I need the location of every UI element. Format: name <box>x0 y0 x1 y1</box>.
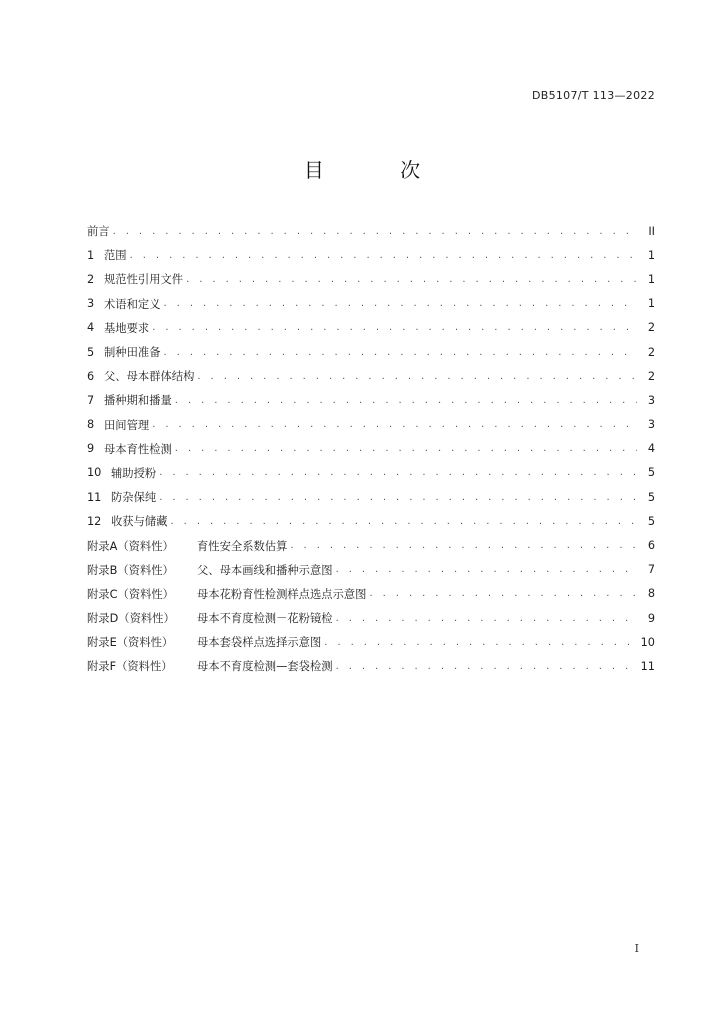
toc-entry-number: 3 <box>87 297 95 311</box>
toc-annex-e[interactable] <box>87 630 655 654</box>
toc-page-number: 6 <box>647 539 655 553</box>
dot-leader <box>130 250 637 261</box>
toc-entry-5[interactable] <box>87 340 655 364</box>
toc-annex-code: 附录F（资料性） <box>87 660 173 674</box>
toc-entry-6[interactable] <box>87 364 655 388</box>
toc-annex-code: 附录A（资料性） <box>87 539 174 553</box>
toc-entry-number: 5 <box>87 345 95 359</box>
toc-page-number: 3 <box>647 418 655 432</box>
toc-entry-number: 10 <box>87 466 102 480</box>
dot-leader <box>369 588 637 599</box>
toc-page-number: 7 <box>647 563 655 577</box>
toc-entry-label: 范围 <box>104 249 127 263</box>
toc-entry-label: 基地要求 <box>104 321 150 335</box>
toc-annex-c[interactable] <box>87 582 655 606</box>
toc-entry-10[interactable] <box>87 461 655 485</box>
toc-page-number: 2 <box>647 321 655 335</box>
toc-page-number: II <box>648 224 655 238</box>
toc-page-number: 2 <box>647 345 655 359</box>
dot-leader <box>152 419 637 430</box>
toc-annex-label: 育性安全系数估算 <box>197 539 288 553</box>
toc-page-number: 3 <box>647 393 655 407</box>
toc-entry-3[interactable] <box>87 292 655 316</box>
dot-leader <box>152 322 637 333</box>
toc-entry-label: 父、母本群体结构 <box>104 370 195 384</box>
toc-annex-f[interactable] <box>87 654 655 678</box>
toc-entry-label: 制种田准备 <box>104 346 161 360</box>
toc-page-number: 1 <box>647 272 655 286</box>
dot-leader <box>197 371 637 382</box>
toc-page-number: 4 <box>647 442 655 456</box>
dot-leader <box>175 395 637 406</box>
toc-entry-label: 母本育性检测 <box>104 442 172 456</box>
toc-annex-label: 母本不育度检测—套袋检测 <box>197 660 333 674</box>
toc-entry-number: 11 <box>87 490 102 504</box>
toc-entry-1[interactable] <box>87 243 655 267</box>
toc-annex-code: 附录D（资料性） <box>87 612 175 626</box>
toc-annex-code: 附录B（资料性） <box>87 563 174 577</box>
toc-entry-label: 术语和定义 <box>104 297 161 311</box>
toc-entry-label: 播种期和播量 <box>104 394 172 408</box>
dot-leader <box>336 564 637 575</box>
dot-leader <box>113 226 637 237</box>
toc-annex-label: 母本不育度检测－花粉镜检 <box>197 612 333 626</box>
dot-leader <box>186 274 637 285</box>
toc-page-number: 5 <box>647 514 655 528</box>
toc-entry-label: 前言 <box>87 225 110 239</box>
toc-annex-d[interactable] <box>87 606 655 630</box>
toc-entry-label: 规范性引用文件 <box>104 273 184 287</box>
dot-leader <box>336 613 637 624</box>
toc-entry-number: 2 <box>87 272 95 286</box>
toc-entry-12[interactable] <box>87 509 655 533</box>
toc-page-number: 9 <box>647 611 655 625</box>
dot-leader <box>324 637 634 648</box>
toc-entry-foreword[interactable] <box>87 219 655 243</box>
toc-page-number: 1 <box>647 297 655 311</box>
toc-entry-number: 1 <box>87 248 95 262</box>
toc-annex-label: 母本套袋样点选择示意图 <box>197 636 322 650</box>
toc-entry-2[interactable] <box>87 267 655 291</box>
toc-annex-a[interactable] <box>87 533 655 557</box>
dot-leader <box>290 540 637 551</box>
toc-entry-label: 收获与储藏 <box>111 515 168 529</box>
toc-entry-8[interactable] <box>87 413 655 437</box>
toc-annex-code: 附录C（资料性） <box>87 587 174 601</box>
toc-entry-11[interactable] <box>87 485 655 509</box>
toc-annex-label: 父、母本画线和播种示意图 <box>197 563 333 577</box>
toc-entry-number: 4 <box>87 321 95 335</box>
toc-entry-number: 12 <box>87 514 102 528</box>
dot-leader <box>171 516 638 527</box>
toc-entry-number: 6 <box>87 369 95 383</box>
dot-leader <box>164 347 638 358</box>
toc-page-number: 8 <box>647 587 655 601</box>
page-title: 目 次 <box>303 158 456 182</box>
toc-page-number: 5 <box>647 466 655 480</box>
toc-entry-7[interactable] <box>87 388 655 412</box>
dot-leader <box>164 298 638 309</box>
toc-annex-b[interactable] <box>87 558 655 582</box>
toc-annex-label: 母本花粉育性检测样点选点示意图 <box>197 587 367 601</box>
toc-page-number: 1 <box>647 248 655 262</box>
toc-entry-number: 7 <box>87 393 95 407</box>
toc-page-number: 2 <box>647 369 655 383</box>
toc-entry-label: 田间管理 <box>104 418 150 432</box>
toc-page-number: 10 <box>640 635 655 649</box>
toc-entry-number: 8 <box>87 418 95 432</box>
dot-leader <box>159 492 637 503</box>
dot-leader <box>175 443 637 454</box>
toc-entry-9[interactable] <box>87 437 655 461</box>
toc-page-number: 11 <box>640 659 655 673</box>
toc-entry-4[interactable] <box>87 316 655 340</box>
toc-entry-label: 防杂保纯 <box>111 491 157 505</box>
table-of-contents <box>87 219 655 679</box>
document-code: DB5107/T 113—2022 <box>531 89 655 102</box>
page-numeral: I <box>634 942 639 955</box>
toc-page-number: 5 <box>647 490 655 504</box>
toc-entry-label: 辅助授粉 <box>111 466 157 480</box>
dot-leader <box>336 661 635 672</box>
toc-entry-number: 9 <box>87 442 95 456</box>
dot-leader <box>159 467 637 478</box>
toc-annex-code: 附录E（资料性） <box>87 636 174 650</box>
